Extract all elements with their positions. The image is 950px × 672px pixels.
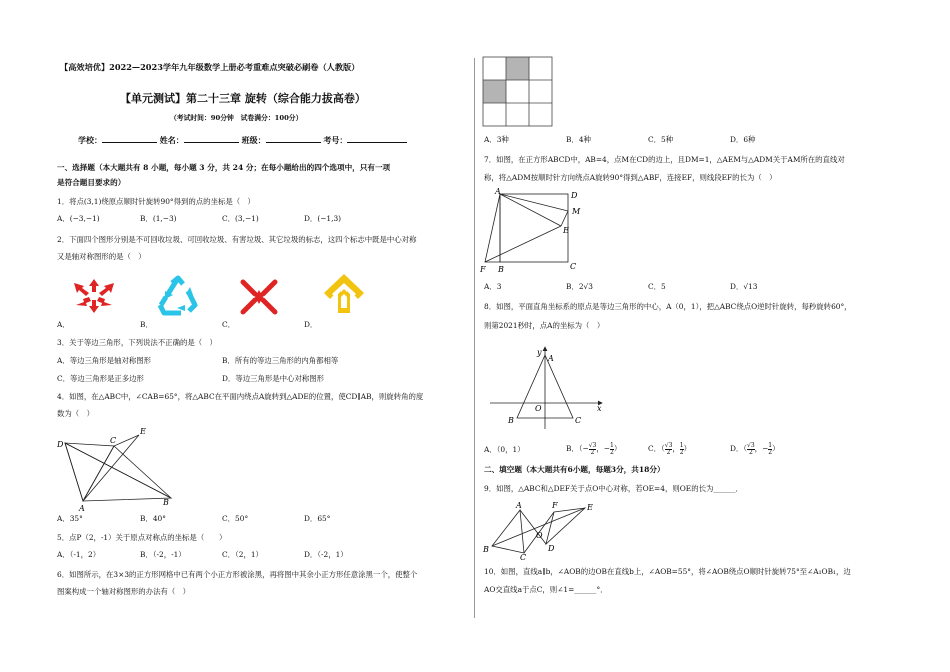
other-waste-symbol (320, 271, 368, 317)
q2-option-c[interactable]: C． (222, 320, 236, 329)
q9-label-f: F (552, 501, 558, 510)
exam-number-blank[interactable] (347, 134, 407, 143)
class-blank[interactable] (266, 134, 321, 143)
q9-label-d: D (548, 544, 555, 553)
q1-option-a[interactable]: A．(−3,−1) (57, 214, 100, 223)
q7-label-f: F (480, 265, 486, 274)
q8-option-c[interactable]: C．（ $\frac{√3}{2}$ ， $\frac{1}{2}$ ） (648, 441, 692, 456)
q8-option-a[interactable]: A．（0，1） (484, 445, 525, 454)
q4-stem-line2: 数为（ ） (57, 409, 94, 418)
q7-stem-line1: 7．如图，在正方形ABCD中，AB=4，点M在CD的边上，且DM=1，△AEM与△ADM关于AM所在的直线对 (484, 155, 845, 164)
fraction: $\frac{1}{2}$ (679, 441, 684, 456)
q3-option-a[interactable]: A．等边三角形是轴对称图形 (57, 356, 152, 365)
q10-stem-line2: AO交直线a于点C，则∠1=______°． (484, 585, 608, 594)
q5-option-b[interactable]: B．（-2，-1） (140, 550, 186, 559)
name-label: 姓名： (159, 135, 184, 145)
fraction: $\frac{1}{2}$ (609, 441, 614, 456)
q1-option-b[interactable]: B．(1,−3) (140, 214, 177, 223)
q4-option-a[interactable]: A．35° (57, 514, 83, 523)
q2-stem-line1: 2．下面四个图形分别是不可回收垃圾、可回收垃圾、有害垃圾、其它垃圾的标志，这四个标志中既是中心对称 (57, 235, 417, 244)
q1-stem: 1．将点(3,1)绕原点顺时针旋转90°得到的点的坐标是（ ） (57, 197, 255, 206)
series-title: 【高效培优】2022—2023学年九年级数学上册必考重难点突破必刷卷（人教版） (60, 62, 360, 72)
harmful-waste-symbol (70, 275, 118, 317)
q8-label-a: A (548, 354, 554, 363)
q7-option-b[interactable]: B．2√3 (566, 282, 593, 291)
section1-title-line1: 一、选择题（本大题共有 8 小题，每小题 3 分，共 24 分；在每小题给出的四个选项中，只有一项 (57, 163, 391, 172)
q4-option-d[interactable]: D．65° (304, 514, 331, 523)
q2-option-b[interactable]: B． (140, 320, 153, 329)
q4-label-e: E (140, 427, 146, 436)
q8-label-c: C (575, 416, 582, 425)
q4-option-c[interactable]: C．50° (222, 514, 249, 523)
class-label: 班级： (241, 135, 266, 145)
q4-label-a: A (79, 504, 85, 513)
q4-label-c: C (110, 436, 117, 445)
q9-label-a: A (516, 501, 522, 510)
q7-stem-line2: 称，将△ADM按顺时针方向绕点A旋转90°得到△ABF，连接EF，则线段EF的长为（ ） (484, 173, 777, 182)
fraction: $\frac{√3}{2}$ (588, 441, 597, 456)
q8-figure (490, 343, 610, 431)
q6-option-b[interactable]: B．4种 (566, 135, 591, 144)
q5-option-c[interactable]: C．（2，1） (222, 550, 263, 559)
page-title: 【单元测试】第二十三章 旋转（综合能力拔高卷） (120, 92, 366, 105)
q6-stem-line2: 图案构成一个轴对称图形的办法有（ ） (57, 587, 191, 596)
q5-stem: 5．点P（2，-1）关于原点对称点的坐标是（ ） (57, 533, 227, 542)
q4-label-d: D (57, 440, 64, 449)
school-blank[interactable] (102, 134, 157, 143)
section1-title-line2: 是符合题目要求的） (57, 178, 126, 187)
q8-stem-line1: 8．如图，平面直角坐标系的原点是等边三角形的中心，A（0，1），把△ABC绕点O逆时针旋转，每秒旋转60°， (484, 302, 852, 311)
q7-label-m: M (572, 207, 581, 216)
q8-label-b: B (508, 416, 514, 425)
hazardous-waste-symbol (237, 276, 281, 318)
q1-option-d[interactable]: D．(−1,3) (304, 214, 342, 223)
q8-option-d[interactable]: D．（ $\frac{√3}{2}$ ，− $\frac{1}{2}$ ） (730, 441, 780, 456)
q6-option-c[interactable]: C．5种 (648, 135, 674, 144)
exam-number-label: 考号： (323, 135, 348, 145)
q4-option-b[interactable]: B．40° (140, 514, 166, 523)
school-label: 学校： (78, 135, 102, 145)
q4-stem-line1: 4．如图，在△ABC中，∠CAB=65°，将△ABC在平面内绕点A旋转到△ADE的位置，使CD∥AB，则旋转角的度 (57, 392, 424, 401)
q9-label-e: E (587, 503, 593, 512)
q9-label-o: O (536, 531, 543, 540)
fraction: $\frac{√3}{2}$ (664, 441, 673, 456)
exam-info: （考试时间：90分钟 试卷满分：100分） (170, 114, 303, 122)
q5-option-d[interactable]: D．（-2，1） (304, 550, 348, 559)
q6-stem-line1: 6．如图所示，在3×3的正方形网格中已有两个小正方形被涂黑，再将图中其余小正方形任意涂黑一个，使整个 (57, 570, 418, 579)
q7-figure (480, 186, 595, 276)
q1-option-c[interactable]: C．(3,−1) (222, 214, 259, 223)
student-info-fields (78, 134, 407, 145)
q7-label-b: B (498, 265, 504, 274)
q4-figure (55, 427, 175, 513)
fraction: $\frac{1}{2}$ (768, 441, 773, 456)
q3-option-c[interactable]: C．等边三角形是正多边形 (57, 374, 144, 383)
q8-label-x: x (597, 404, 602, 413)
q8-label-o: O (535, 404, 542, 413)
q8-label-y: y (537, 348, 542, 357)
q10-stem-line1: 10．如图，直线a∥b，∠AOB的边OB在直线b上，∠AOB=55°，将∠AOB绕点O顺时针旋转75°至∠A₁OB₁，边 (484, 567, 851, 576)
q8-stem-line2: 则第2021秒时，点A的坐标为（ ） (484, 321, 605, 330)
q3-option-d[interactable]: D．等边三角形是中心对称图形 (222, 374, 325, 383)
q9-label-c: C (520, 553, 527, 562)
fraction: $\frac{√3}{2}$ (747, 441, 755, 456)
q9-stem: 9．如图，△ABC和△DEF关于点O中心对称，若OE=4，则OE的长为______． (484, 484, 743, 493)
recyclable-symbol (155, 275, 201, 317)
q9-label-b: B (483, 545, 489, 554)
q7-option-a[interactable]: A．3 (484, 282, 502, 291)
q2-option-d[interactable]: D． (304, 320, 318, 329)
q6-option-d[interactable]: D．6种 (730, 135, 756, 144)
q3-option-b[interactable]: B．所有的等边三角形的内角都相等 (222, 356, 339, 365)
q7-label-d: D (571, 191, 578, 200)
name-blank[interactable] (184, 134, 239, 143)
q7-label-c: C (570, 262, 577, 271)
q6-option-a[interactable]: A．3种 (484, 135, 509, 144)
q2-option-a[interactable]: A． (57, 320, 70, 329)
q3-stem: 3．关于等边三角形，下列说法不正确的是（ ） (57, 338, 217, 347)
q8-option-b[interactable]: B．（− $\frac{√3}{2}$ ，− $\frac{1}{2}$ ） (566, 441, 622, 456)
q7-label-e: E (563, 226, 569, 235)
q9-figure (482, 498, 597, 560)
q5-option-a[interactable]: A．（-1，2） (57, 550, 101, 559)
section2-title: 二、填空题（本大题共有6小题，每题3分，共18分） (484, 465, 665, 474)
q2-stem-line2: 又是轴对称图形的是（ ） (57, 252, 146, 261)
q4-label-b: B (163, 498, 169, 507)
q7-option-c[interactable]: C．5 (648, 282, 666, 291)
q7-label-a: A (495, 187, 501, 196)
q6-grid-figure (483, 57, 553, 127)
q7-option-d[interactable]: D．√13 (730, 282, 758, 291)
column-divider (474, 58, 475, 618)
